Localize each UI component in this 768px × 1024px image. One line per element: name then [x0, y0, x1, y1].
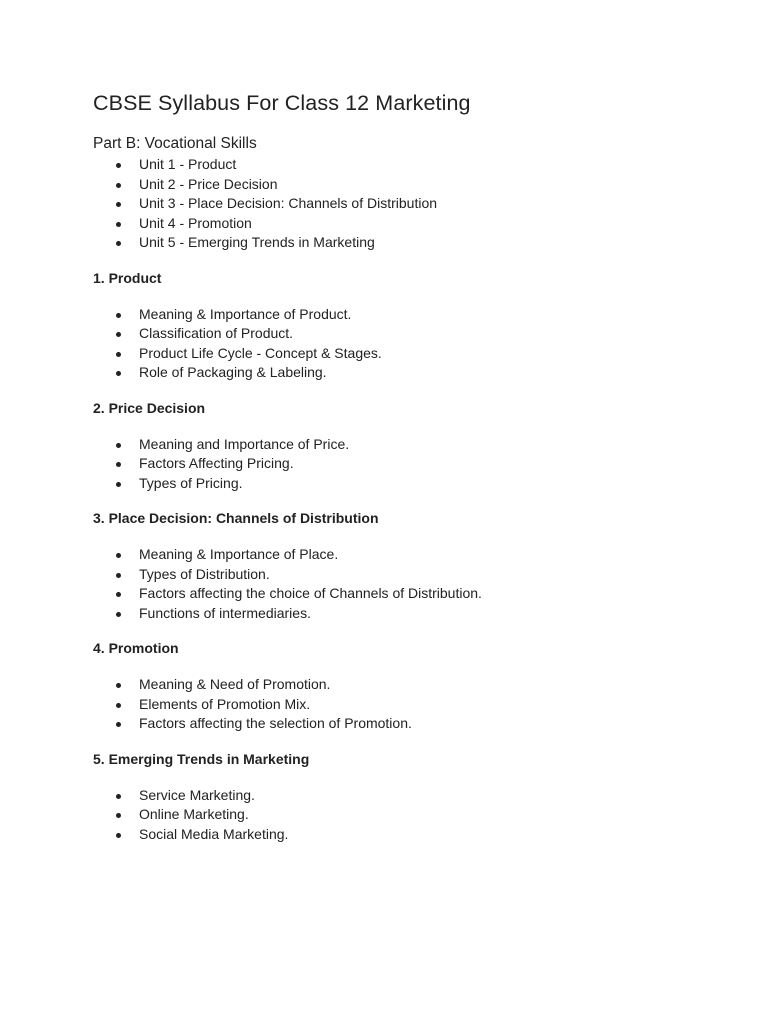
section-emerging-trends [93, 749, 728, 845]
list-item [93, 305, 728, 325]
bullet-icon [116, 553, 121, 558]
bullet-icon [116, 163, 121, 168]
bullet-icon [116, 703, 121, 708]
list-item [93, 565, 728, 585]
section-heading: 3. Place Decision: Channels of Distribution [93, 510, 379, 526]
list-item [93, 714, 728, 734]
bullet-icon [116, 813, 121, 818]
list-item [93, 155, 728, 175]
section-heading: 5. Emerging Trends in Marketing [93, 750, 310, 767]
bullet-icon [116, 683, 121, 688]
bullet-icon [116, 794, 121, 799]
list-item-text: Meaning & Need of Promotion. [139, 676, 331, 692]
list-item-text: Unit 3 - Place Decision: Channels of Distribution [139, 195, 438, 211]
section-product [93, 268, 728, 383]
list-item-text: Unit 5 - Emerging Trends in Marketing [139, 234, 375, 250]
document-subtitle: Part B: Vocational Skills [93, 135, 257, 152]
bullet-icon [116, 371, 121, 376]
list-item [93, 474, 728, 494]
document-title: CBSE Syllabus For Class 12 Marketing [93, 91, 471, 115]
section-price-decision [93, 398, 728, 494]
list-item-text: Elements of Promotion Mix. [139, 695, 311, 712]
list-item [93, 805, 728, 825]
list-item-text: Factors Affecting Pricing. [139, 455, 294, 471]
list-item [93, 194, 728, 214]
section-place-decision [93, 508, 728, 623]
section-list [93, 305, 728, 383]
list-item [93, 324, 728, 344]
unit-list [93, 155, 728, 253]
list-item [93, 604, 728, 624]
bullet-icon [116, 592, 121, 597]
list-item [93, 435, 728, 455]
list-item [93, 363, 728, 383]
bullet-icon [116, 722, 121, 727]
bullet-icon [116, 183, 121, 188]
list-item [93, 545, 728, 565]
list-item-text: Factors affecting the choice of Channels of Distribution. [139, 585, 482, 601]
list-item [93, 675, 728, 695]
list-item [93, 786, 728, 806]
section-list [93, 786, 728, 845]
list-item-text: Types of Pricing. [139, 474, 243, 491]
list-item [93, 584, 728, 604]
bullet-icon [116, 202, 121, 207]
list-item-text: Online Marketing. [139, 806, 249, 822]
bullet-icon [116, 241, 121, 246]
list-item [93, 214, 728, 234]
list-item-text: Functions of intermediaries. [139, 604, 311, 621]
list-item-text: Unit 2 - Price Decision [139, 175, 278, 192]
list-item [93, 825, 728, 845]
section-promotion [93, 638, 728, 734]
bullet-icon [116, 833, 121, 838]
section-list [93, 435, 728, 494]
list-item-text: Role of Packaging & Labeling. [139, 364, 327, 380]
list-item-text: Classification of Product. [139, 325, 294, 341]
list-item-text: Unit 1 - Product [139, 156, 237, 172]
list-item-text: Meaning & Importance of Place. [139, 546, 339, 562]
section-heading: 2. Price Decision [93, 399, 206, 416]
bullet-icon [116, 332, 121, 337]
section-list [93, 545, 728, 623]
section-heading: 4. Promotion [93, 640, 179, 656]
section-heading: 1. Product [93, 269, 162, 286]
bullet-icon [116, 462, 121, 467]
list-item [93, 344, 728, 364]
bullet-icon [116, 612, 121, 617]
bullet-icon [116, 352, 121, 357]
list-item [93, 454, 728, 474]
list-item [93, 233, 728, 253]
list-item-text: Unit 4 - Promotion [139, 214, 252, 231]
list-item-text: Meaning and Importance of Price. [139, 435, 350, 452]
list-item-text: Service Marketing. [139, 786, 255, 803]
bullet-icon [116, 482, 121, 487]
list-item [93, 175, 728, 195]
list-item [93, 695, 728, 715]
bullet-icon [116, 222, 121, 227]
bullet-icon [116, 443, 121, 448]
list-item-text: Meaning & Importance of Product. [139, 305, 352, 322]
list-item-text: Product Life Cycle - Concept & Stages. [139, 344, 382, 361]
list-item-text: Social Media Marketing. [139, 825, 289, 842]
list-item-text: Types of Distribution. [139, 565, 270, 582]
bullet-icon [116, 573, 121, 578]
list-item-text: Factors affecting the selection of Promotion. [139, 715, 412, 731]
bullet-icon [116, 313, 121, 318]
section-list [93, 675, 728, 734]
